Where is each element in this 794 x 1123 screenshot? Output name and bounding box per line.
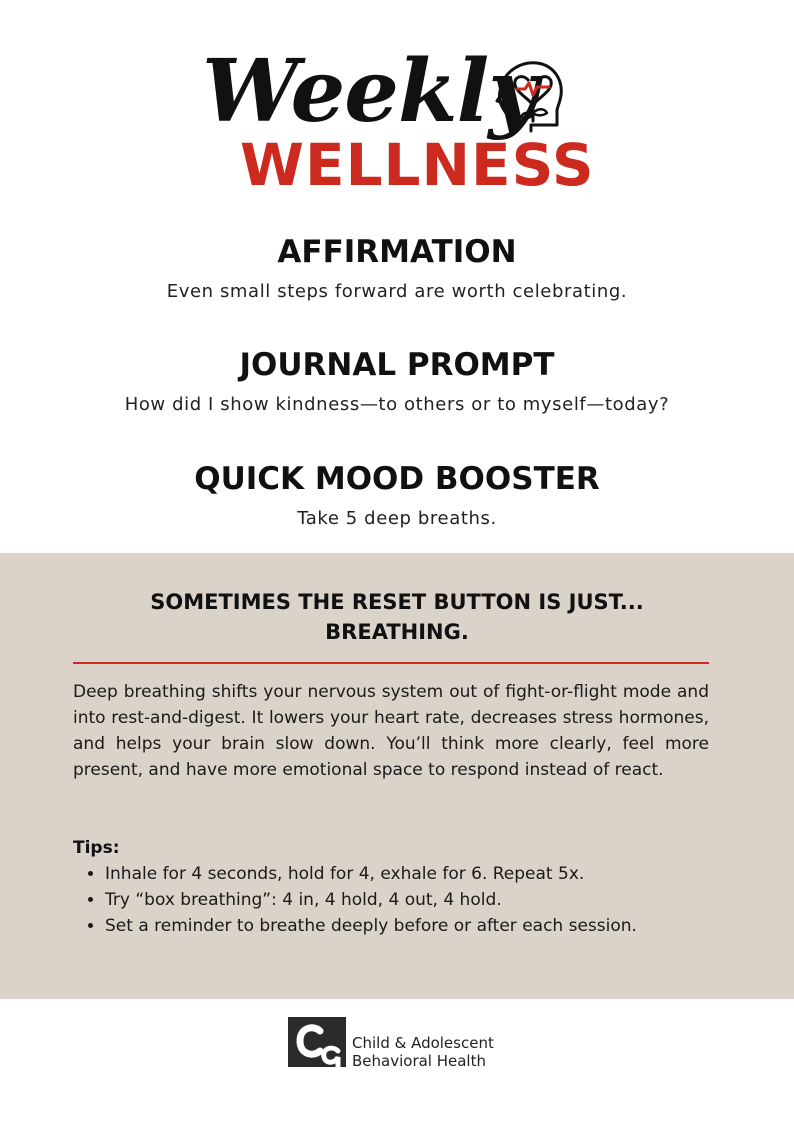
journal-prompt-heading: JOURNAL PROMPT bbox=[239, 347, 555, 383]
affirmation-text: Even small steps forward are worth celebrating. bbox=[166, 281, 628, 302]
head-heart-icon bbox=[487, 55, 567, 135]
title-weekly: Weekly bbox=[202, 41, 538, 142]
panel-body-text: Deep breathing shifts your nervous system out of fight-or-flight mode and into rest-and-digest. It lowers your heart rate, decreases stress hormones, and helps your brain slow down. You’ll think more clearly, feel more present, and have more emotional space to respond instead of react. bbox=[73, 682, 709, 780]
mood-booster-heading: QUICK MOOD BOOSTER bbox=[194, 461, 600, 497]
tip-item: • Set a reminder to breathe deeply before or after each session. bbox=[105, 913, 709, 939]
affirmation-heading: AFFIRMATION bbox=[277, 234, 517, 270]
breathing-panel bbox=[0, 553, 794, 999]
affirmation-section bbox=[0, 232, 794, 304]
mood-booster-section bbox=[0, 459, 794, 531]
journal-prompt-section bbox=[0, 345, 794, 417]
tips-title: Tips: bbox=[73, 838, 120, 858]
org-name-line2: Behavioral Health bbox=[352, 1052, 486, 1070]
org-name-line1: Child & Adolescent bbox=[352, 1034, 494, 1052]
journal-prompt-text: How did I show kindness—to others or to myself—today? bbox=[124, 394, 670, 415]
mood-booster-text: Take 5 deep breaths. bbox=[297, 508, 497, 529]
tip-item: • Try “box breathing”: 4 in, 4 hold, 4 out, 4 hold. bbox=[105, 887, 709, 913]
header bbox=[0, 0, 794, 200]
ca-logo-icon bbox=[288, 1017, 346, 1069]
org-name bbox=[352, 1034, 494, 1070]
panel-heading-line2: BREATHING. bbox=[325, 620, 469, 644]
footer bbox=[0, 999, 794, 1123]
title-wellness: WELLNESS bbox=[240, 131, 595, 199]
tip-item: • Inhale for 4 seconds, hold for 4, exhale for 6. Repeat 5x. bbox=[105, 861, 709, 887]
panel-heading-line1: SOMETIMES THE RESET BUTTON IS JUST... bbox=[150, 590, 644, 614]
tips-list bbox=[73, 861, 709, 939]
divider-rule bbox=[73, 662, 709, 664]
panel-heading bbox=[100, 587, 694, 647]
